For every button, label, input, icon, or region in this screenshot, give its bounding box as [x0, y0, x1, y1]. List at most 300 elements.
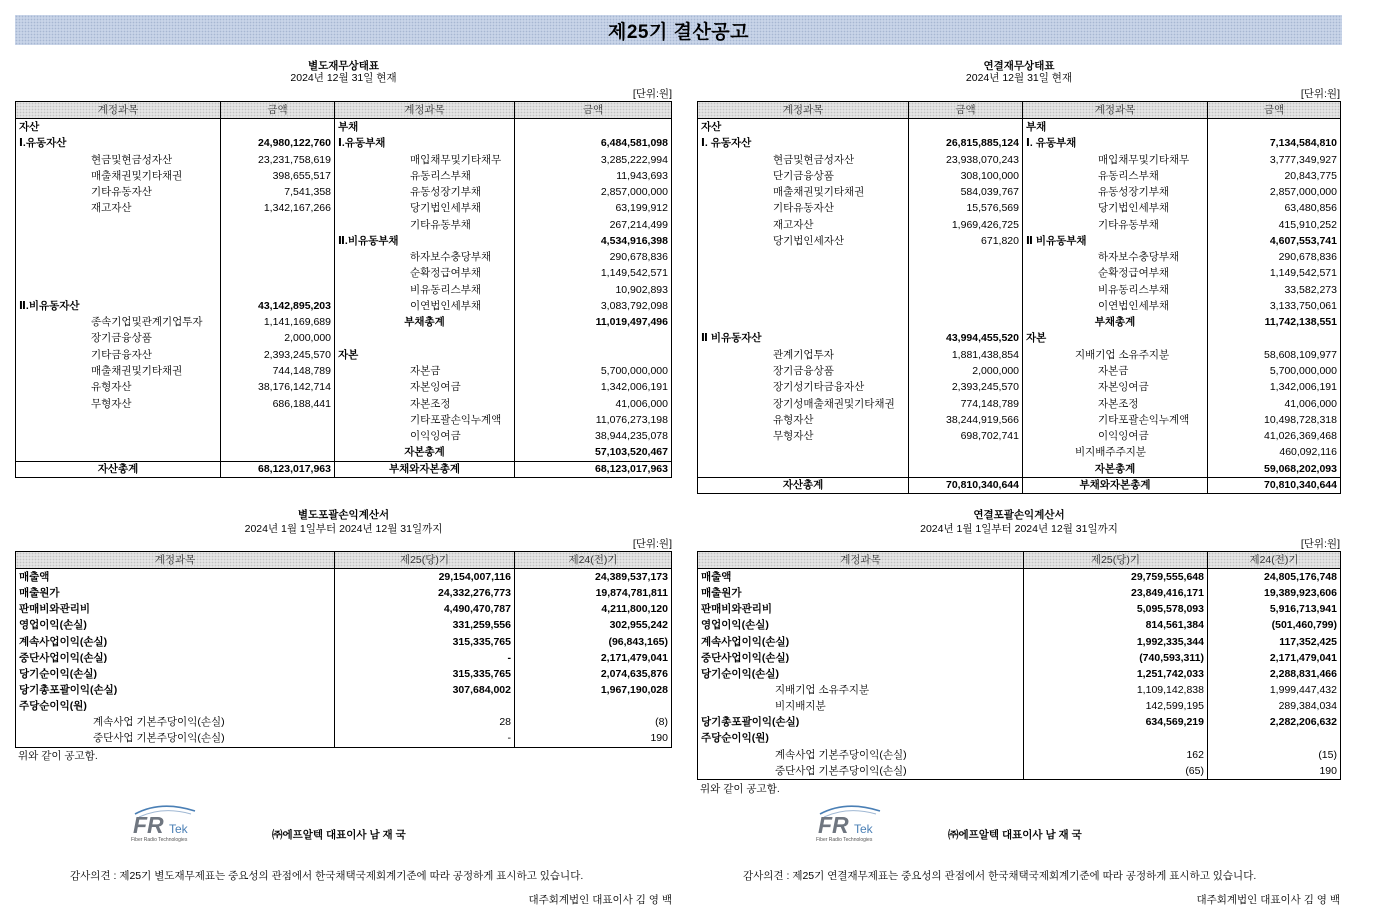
table-row — [698, 747, 1340, 763]
account-label: 기타포괄손익누계액 — [335, 412, 515, 428]
table-row — [16, 363, 671, 379]
account-label: Ⅱ 비유동부채 — [1023, 233, 1208, 249]
table-row — [698, 347, 1340, 363]
consolidated-balance-sheet-date: 2024년 12월 31일 현재 — [965, 72, 1073, 84]
table-row — [16, 152, 671, 168]
table-row — [698, 682, 1340, 698]
table-row — [698, 666, 1340, 682]
account-label: 주당순이익(원) — [698, 730, 1024, 746]
account-label: 기타유동자산 — [16, 184, 221, 200]
amount-cell: 1,149,542,571 — [1269, 267, 1337, 280]
account-label — [16, 265, 221, 281]
amount-cell: 267,214,499 — [609, 218, 668, 231]
amount-cell: 302,955,242 — [609, 619, 668, 632]
unit-label: [단위:원] — [1300, 88, 1340, 100]
account-label: 계속사업이익(손실) — [698, 634, 1024, 650]
account-label: 자본조정 — [1023, 396, 1208, 412]
amount-cell: 686,188,441 — [221, 396, 335, 412]
amount-cell: 331,259,556 — [335, 617, 515, 633]
account-label: 장기금융상품 — [698, 363, 909, 379]
amount-cell: 29,154,007,116 — [335, 569, 515, 585]
account-label — [698, 249, 909, 265]
logo-name: Tek — [169, 822, 188, 836]
column-header: 금액 — [582, 104, 604, 116]
logo-tagline: Fiber Radio Technologies — [816, 837, 873, 843]
table-row — [698, 249, 1340, 265]
table-row — [698, 698, 1340, 714]
table-row — [16, 585, 671, 601]
amount-cell: 33,582,273 — [1284, 283, 1337, 296]
table-row — [16, 396, 671, 412]
account-label: 유형자산 — [698, 412, 909, 428]
table-row — [698, 634, 1340, 650]
amount-cell: 63,480,856 — [1284, 202, 1337, 215]
table-row — [698, 585, 1340, 601]
amount-cell: 41,006,000 — [615, 397, 668, 410]
account-label: 매출액 — [16, 569, 335, 585]
amount-cell: 2,282,206,632 — [1269, 716, 1337, 729]
closing-statement: 위와 같이 공고함. — [18, 750, 98, 762]
account-label: 장기성기타금융자산 — [698, 379, 909, 395]
logo-tagline: Fiber Radio Technologies — [131, 837, 188, 843]
account-label: 유동리스부채 — [335, 168, 515, 184]
account-label: 장기금융상품 — [16, 330, 221, 346]
amount-cell: 415,910,252 — [1278, 218, 1337, 231]
frtek-logo — [814, 803, 896, 843]
amount-cell: 11,019,497,496 — [595, 316, 668, 329]
column-header: 계정과목 — [16, 552, 335, 568]
table-row — [698, 601, 1340, 617]
account-label: 재고자산 — [698, 217, 909, 233]
account-label: 무형자산 — [16, 396, 221, 412]
table-row — [698, 168, 1340, 184]
table-row — [698, 282, 1340, 298]
auditor-signature: 대주회계법인 대표이사 김 영 백 — [1196, 894, 1340, 906]
consolidated-balance-sheet-table — [697, 101, 1341, 494]
amount-cell: 315,335,765 — [335, 666, 515, 682]
amount-cell: 162 — [1024, 747, 1208, 763]
amount-cell — [335, 698, 515, 714]
account-label: 당기순이익(손실) — [16, 666, 335, 682]
table-row — [16, 569, 671, 585]
account-label: Ⅱ 비유동자산 — [698, 330, 909, 346]
amount-cell: 2,857,000,000 — [600, 186, 668, 199]
table-row — [16, 282, 671, 298]
separate-balance-sheet-date: 2024년 12월 31일 현재 — [290, 72, 397, 84]
table-row — [698, 569, 1340, 585]
account-label: 매출원가 — [16, 585, 335, 601]
amount-cell: 68,123,017,963 — [221, 461, 335, 477]
account-label — [16, 233, 221, 249]
account-label: 자산총계 — [698, 477, 909, 493]
account-label: 당기법인세자산 — [698, 233, 909, 249]
amount-cell: 398,655,517 — [221, 168, 335, 184]
separate-balance-sheet-table — [15, 101, 672, 478]
table-row — [16, 666, 671, 682]
account-label: 자산 — [698, 119, 909, 135]
amount-cell: 63,199,912 — [615, 202, 668, 215]
amount-cell: 814,561,384 — [1024, 617, 1208, 633]
consolidated-income-statement-title: 연결포괄손익계산서 — [973, 509, 1065, 521]
amount-cell: 2,393,245,570 — [221, 347, 335, 363]
account-label: 자산총계 — [16, 461, 221, 477]
table-row — [16, 617, 671, 633]
account-label: 자본금 — [1023, 363, 1208, 379]
amount-cell: 7,541,358 — [221, 184, 335, 200]
table-row — [698, 200, 1340, 216]
amount-cell: 308,100,000 — [909, 168, 1023, 184]
amount-cell: 57,103,520,467 — [595, 446, 668, 459]
unit-label: [단위:원] — [632, 88, 672, 100]
table-row — [16, 298, 671, 314]
amount-cell: 1,342,006,191 — [600, 381, 668, 394]
account-label: 유형자산 — [16, 379, 221, 395]
account-label — [698, 265, 909, 281]
account-label: 종속기업및관계기업투자 — [16, 314, 221, 330]
account-label: 계속사업 기본주당이익(손실) — [698, 747, 1024, 763]
account-label — [698, 461, 909, 477]
amount-cell: 1,969,426,725 — [909, 217, 1023, 233]
amount-cell: 3,083,792,098 — [600, 299, 668, 312]
account-label: 지배기업 소유주지분 — [698, 682, 1024, 698]
column-header: 제24(전)기 — [1249, 554, 1299, 566]
account-label: 영업이익(손실) — [698, 617, 1024, 633]
amount-cell: 1,342,006,191 — [1269, 381, 1337, 394]
amount-cell — [909, 298, 1023, 314]
amount-cell — [909, 249, 1023, 265]
account-label — [16, 217, 221, 233]
amount-cell: 671,820 — [909, 233, 1023, 249]
amount-cell: (740,593,311) — [1024, 650, 1208, 666]
amount-cell: 59,068,202,093 — [1264, 462, 1337, 475]
table-header-row — [16, 552, 671, 569]
account-label: 부채 — [1023, 119, 1208, 135]
account-label: 판매비와관리비 — [16, 601, 335, 617]
consolidated-income-statement-table — [697, 551, 1341, 780]
unit-label: [단위:원] — [1300, 538, 1340, 550]
table-row — [698, 314, 1340, 330]
amount-cell: 2,074,635,876 — [600, 667, 668, 680]
table-row — [16, 119, 671, 135]
account-label: Ⅱ.비유동자산 — [16, 298, 221, 314]
account-label — [698, 314, 909, 330]
amount-cell: 634,569,219 — [1024, 714, 1208, 730]
account-label: 부채 — [335, 119, 515, 135]
table-row — [16, 200, 671, 216]
separate-income-statement-period: 2024년 1월 1일부터 2024년 12월 31일까지 — [244, 523, 443, 535]
amount-cell — [909, 461, 1023, 477]
amount-cell: 68,123,017,963 — [595, 462, 668, 475]
amount-cell: 5,095,578,093 — [1024, 601, 1208, 617]
account-label: 이연법인세부채 — [1023, 298, 1208, 314]
amount-cell: 460,092,116 — [1279, 446, 1337, 459]
table-row — [698, 461, 1340, 477]
account-label: 부채총계 — [335, 314, 515, 330]
table-row — [698, 363, 1340, 379]
table-row — [698, 412, 1340, 428]
amount-cell — [221, 119, 335, 135]
table-row — [16, 634, 671, 650]
account-label: 이연법인세부채 — [335, 298, 515, 314]
amount-cell: 4,607,553,741 — [1269, 234, 1337, 247]
amount-cell: 1,992,335,344 — [1024, 634, 1208, 650]
amount-cell — [909, 282, 1023, 298]
account-label: 영업이익(손실) — [16, 617, 335, 633]
amount-cell — [221, 217, 335, 233]
amount-cell — [221, 265, 335, 281]
consolidated-income-statement-period: 2024년 1월 1일부터 2024년 12월 31일까지 — [920, 523, 1118, 535]
account-label: Ⅰ. 유동부채 — [1023, 135, 1208, 151]
column-header: 제25(당)기 — [1024, 552, 1208, 568]
table-row — [698, 265, 1340, 281]
account-label: 비유동리스부채 — [1023, 282, 1208, 298]
amount-cell: 43,994,455,520 — [909, 330, 1023, 346]
amount-cell: 5,916,713,941 — [1269, 603, 1337, 616]
amount-cell: 190 — [1319, 764, 1337, 777]
account-label: 계속사업 기본주당이익(손실) — [16, 714, 335, 730]
table-row — [16, 698, 671, 714]
amount-cell — [221, 233, 335, 249]
amount-cell: 24,332,276,773 — [335, 585, 515, 601]
amount-cell: 698,702,741 — [909, 428, 1023, 444]
amount-cell: 19,389,923,606 — [1264, 587, 1337, 600]
account-label: 장기성매출채권및기타채권 — [698, 396, 909, 412]
table-row — [698, 184, 1340, 200]
page-title: 제25기 결산공고 — [15, 15, 1342, 45]
amount-cell: 290,678,836 — [609, 251, 668, 264]
account-label: 기타유동부채 — [1023, 217, 1208, 233]
account-label: 비유동리스부채 — [335, 282, 515, 298]
account-label: 당기순이익(손실) — [698, 666, 1024, 682]
table-row — [16, 347, 671, 363]
amount-cell: 2,171,479,041 — [1269, 651, 1337, 664]
account-label: 매출채권및기타채권 — [16, 363, 221, 379]
amount-cell: 1,881,438,854 — [909, 347, 1023, 363]
amount-cell: (8) — [655, 716, 668, 729]
amount-cell: 3,777,349,927 — [1269, 153, 1337, 166]
amount-cell — [221, 282, 335, 298]
account-label: 중단사업 기본주당이익(손실) — [698, 763, 1024, 779]
amount-cell: 58,608,109,977 — [1264, 348, 1337, 361]
table-row — [16, 249, 671, 265]
amount-cell: 1,999,447,432 — [1269, 683, 1337, 696]
amount-cell: 142,599,195 — [1024, 698, 1208, 714]
table-row — [16, 330, 671, 346]
amount-cell: 1,251,742,033 — [1024, 666, 1208, 682]
amount-cell: 4,490,470,787 — [335, 601, 515, 617]
amount-cell: 1,141,169,689 — [221, 314, 335, 330]
amount-cell: 11,742,138,551 — [1264, 316, 1337, 329]
amount-cell: 26,815,885,124 — [909, 135, 1023, 151]
column-header: 계정과목 — [698, 552, 1024, 568]
frtek-logo — [129, 803, 211, 843]
account-label: 매출원가 — [698, 585, 1024, 601]
account-label: 당기법인세부채 — [1023, 200, 1208, 216]
account-label: 기타포괄손익누계액 — [1023, 412, 1208, 428]
amount-cell — [221, 412, 335, 428]
table-row — [16, 714, 671, 730]
amount-cell: 2,000,000 — [909, 363, 1023, 379]
amount-cell: 584,039,767 — [909, 184, 1023, 200]
account-label — [698, 282, 909, 298]
account-label: 순확정급여부채 — [1023, 265, 1208, 281]
account-label: 비지배지분 — [698, 698, 1024, 714]
amount-cell — [515, 698, 671, 714]
account-label: 매입채무및기타채무 — [335, 152, 515, 168]
amount-cell: 24,389,537,173 — [595, 571, 668, 583]
amount-cell: 41,026,369,468 — [1264, 430, 1337, 443]
amount-cell: 3,285,222,994 — [600, 153, 668, 166]
account-label: 유동성장기부채 — [335, 184, 515, 200]
company-signature: ㈜에프알텍 대표이사 남 재 국 — [272, 829, 406, 841]
amount-cell: 43,142,895,203 — [221, 298, 335, 314]
company-signature: ㈜에프알텍 대표이사 남 재 국 — [948, 829, 1082, 841]
table-row — [16, 217, 671, 233]
account-label: 매입채무및기타채무 — [1023, 152, 1208, 168]
account-label: 당기법인세부채 — [335, 200, 515, 216]
separate-income-statement-title: 별도포괄손익계산서 — [297, 509, 390, 521]
account-label: 자본조정 — [335, 396, 515, 412]
separate-income-statement-table — [15, 551, 672, 748]
closing-statement: 위와 같이 공고함. — [700, 783, 780, 795]
amount-cell: 29,759,555,648 — [1024, 569, 1208, 585]
amount-cell: 2,000,000 — [221, 330, 335, 346]
account-label — [698, 298, 909, 314]
table-row — [16, 135, 671, 151]
account-label — [16, 249, 221, 265]
amount-cell: 19,874,781,811 — [595, 587, 668, 600]
amount-cell: (96,843,165) — [608, 635, 668, 648]
amount-cell — [909, 265, 1023, 281]
amount-cell: (501,460,799) — [1271, 619, 1337, 632]
account-label: 지배기업 소유주지분 — [1023, 347, 1208, 363]
table-row — [16, 412, 671, 428]
account-label: 매출채권및기타채권 — [698, 184, 909, 200]
account-label: 이익잉여금 — [1023, 428, 1208, 444]
table-row — [698, 119, 1340, 135]
table-row — [698, 617, 1340, 633]
amount-cell — [515, 347, 671, 363]
amount-cell: 23,231,758,619 — [221, 152, 335, 168]
account-label: 당기총포괄이익(손실) — [698, 714, 1024, 730]
amount-cell: 2,171,479,041 — [600, 651, 668, 664]
amount-cell — [515, 119, 671, 135]
amount-cell: 38,244,919,566 — [909, 412, 1023, 428]
account-label: Ⅰ.유동자산 — [16, 135, 221, 151]
account-label: 자본금 — [335, 363, 515, 379]
table-header-row — [16, 102, 671, 119]
account-label — [16, 428, 221, 444]
logo-mark: FR — [133, 812, 164, 838]
logo-mark: FR — [818, 812, 849, 838]
column-header: 제24(전)기 — [568, 554, 618, 566]
account-label: 자본총계 — [335, 444, 515, 460]
table-row — [16, 379, 671, 395]
amount-cell: 744,148,789 — [221, 363, 335, 379]
amount-cell: 1,342,167,266 — [221, 200, 335, 216]
account-label: 부채와자본총계 — [1023, 477, 1208, 493]
column-header: 계정과목 — [1023, 102, 1208, 118]
account-label: 자본 — [1023, 330, 1208, 346]
table-row — [16, 682, 671, 698]
column-header: 금액 — [1263, 104, 1285, 116]
table-row — [16, 265, 671, 281]
table-row — [698, 298, 1340, 314]
amount-cell: 24,805,176,748 — [1264, 571, 1337, 583]
amount-cell — [221, 444, 335, 460]
account-label: Ⅱ.비유동부채 — [335, 233, 515, 249]
account-label: 기타유동부채 — [335, 217, 515, 233]
column-header: 금액 — [221, 102, 335, 118]
account-label: Ⅰ. 유동자산 — [698, 135, 909, 151]
account-label: 매출채권및기타채권 — [16, 168, 221, 184]
account-label: 중단사업이익(손실) — [16, 650, 335, 666]
amount-cell: 20,843,775 — [1284, 169, 1337, 182]
amount-cell — [221, 428, 335, 444]
amount-cell: 38,944,235,078 — [595, 430, 668, 443]
table-row — [16, 650, 671, 666]
table-row — [698, 714, 1340, 730]
table-row — [16, 184, 671, 200]
audit-opinion: 감사의견 : 제25기 별도재무제표는 중요성의 관점에서 한국채택국제회계기준에 따라 공정하게 표시하고 있습니다. — [70, 870, 584, 882]
amount-cell: 70,810,340,644 — [1264, 478, 1337, 491]
table-row — [16, 168, 671, 184]
table-header-row — [698, 552, 1340, 569]
amount-cell: 2,393,245,570 — [909, 379, 1023, 395]
table-row — [16, 428, 671, 444]
amount-cell: 11,076,273,198 — [595, 413, 668, 426]
amount-cell — [1208, 330, 1340, 346]
account-label: 이익잉여금 — [335, 428, 515, 444]
account-label: 순확정급여부채 — [335, 265, 515, 281]
table-row — [16, 444, 671, 460]
account-label — [16, 282, 221, 298]
table-row — [698, 428, 1340, 444]
logo-name: Tek — [854, 822, 873, 836]
account-label: 무형자산 — [698, 428, 909, 444]
account-label: 현금및현금성자산 — [698, 152, 909, 168]
account-label: 주당순이익(원) — [16, 698, 335, 714]
amount-cell: 1,967,190,028 — [600, 683, 668, 696]
amount-cell: 23,938,070,243 — [909, 152, 1023, 168]
table-row — [16, 233, 671, 249]
table-row — [698, 217, 1340, 233]
account-label: 하자보수충당부채 — [1023, 249, 1208, 265]
amount-cell — [1024, 730, 1208, 746]
account-label: 매출액 — [698, 569, 1024, 585]
account-label — [16, 412, 221, 428]
table-row — [698, 330, 1340, 346]
account-label: 자산 — [16, 119, 221, 135]
account-label: 단기금융상품 — [698, 168, 909, 184]
table-row — [698, 650, 1340, 666]
account-label: 자본총계 — [1023, 461, 1208, 477]
amount-cell: 5,700,000,000 — [600, 364, 668, 377]
column-header: 제25(당)기 — [335, 552, 515, 568]
amount-cell: 315,335,765 — [335, 634, 515, 650]
amount-cell: 5,700,000,000 — [1269, 364, 1337, 377]
amount-cell: 24,980,122,760 — [221, 135, 335, 151]
amount-cell: 41,006,000 — [1284, 397, 1337, 410]
account-label: 판매비와관리비 — [698, 601, 1024, 617]
amount-cell — [1208, 730, 1340, 746]
account-label: 중단사업이익(손실) — [698, 650, 1024, 666]
amount-cell: 1,109,142,838 — [1024, 682, 1208, 698]
table-header-row — [698, 102, 1340, 119]
table-row — [698, 379, 1340, 395]
column-header: 금액 — [909, 102, 1023, 118]
table-row — [698, 763, 1340, 779]
